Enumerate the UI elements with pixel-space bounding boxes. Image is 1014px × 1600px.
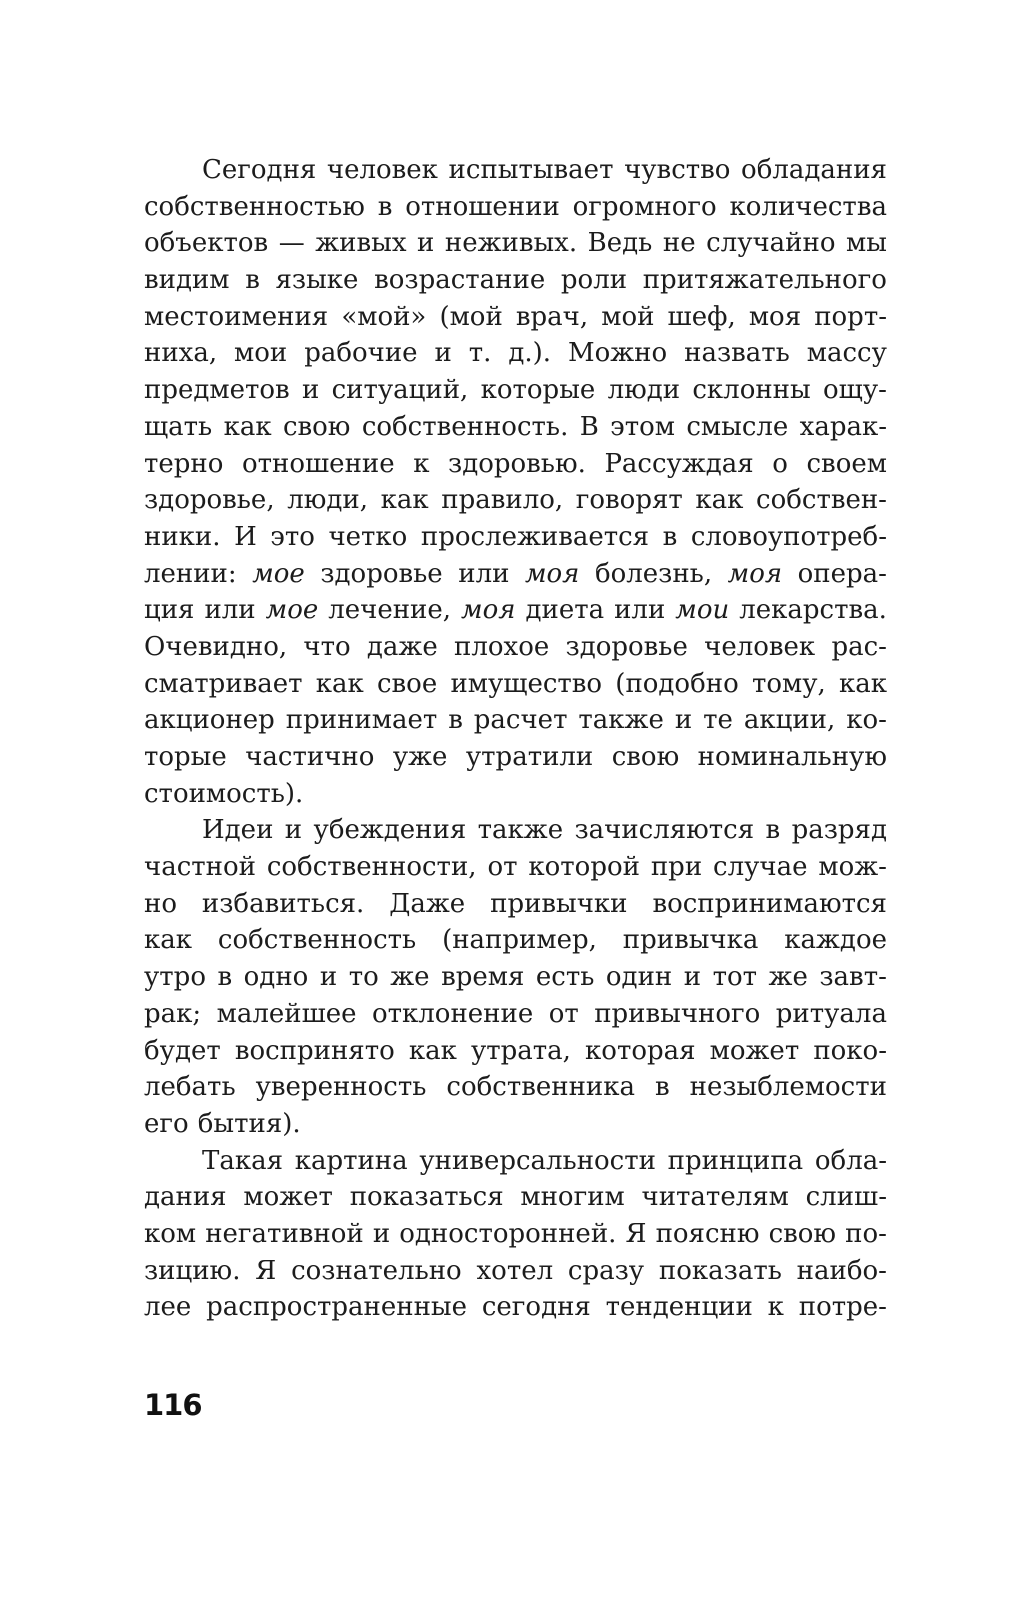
- text-line: лебать уверенность собственника в незыблемости: [144, 1072, 887, 1103]
- text-line: зицию. Я сознательно хотел сразу показать наибо-: [144, 1255, 887, 1286]
- text-line: сматривает как свое имущество (подобно тому, как: [144, 668, 887, 699]
- text-line: частной собственности, от которой при случае мож-: [144, 852, 887, 883]
- text-line: ники. И это четко прослеживается в словоупотреб-: [144, 521, 887, 552]
- text-line: ция или мое лечение, моя диета или мои лекарства.: [144, 595, 887, 626]
- page-number: 116: [144, 1388, 202, 1422]
- text-line: ниха, мои рабочие и т. д.). Можно назвать массу: [144, 338, 887, 369]
- text-line: Очевидно, что даже плохое здоровье человек рас-: [144, 631, 887, 662]
- text-line: рак; малейшее отклонение от привычного ритуала: [144, 998, 887, 1029]
- text-line: видим в языке возрастание роли притяжательного: [144, 265, 887, 296]
- text-line: предметов и ситуаций, которые люди склонны ощу-: [144, 375, 887, 406]
- text-line: ком негативной и односторонней. Я поясню свою по-: [144, 1218, 887, 1249]
- body-text: [144, 152, 887, 1326]
- text-line: здоровье, люди, как правило, говорят как собствен-: [144, 485, 887, 516]
- text-line: дания может показаться многим читателям слиш-: [144, 1182, 887, 1213]
- text-line: Такая картина универсальности принципа обла-: [202, 1145, 887, 1176]
- text-line: его бытия).: [144, 1108, 301, 1139]
- text-line: будет воспринято как утрата, которая может поко-: [144, 1035, 887, 1066]
- text-line: торые частично уже утратили свою номинальную: [144, 742, 887, 772]
- text-line: объектов — живых и неживых. Ведь не случайно мы: [144, 228, 887, 259]
- text-line: местоимения «мой» (мой врач, мой шеф, моя порт-: [144, 301, 887, 332]
- text-line: акционер принимает в расчет также и те акции, ко-: [144, 705, 887, 736]
- text-line: утро в одно и то же время есть один и тот же завт-: [144, 962, 887, 993]
- text-line: лении: мое здоровье или моя болезнь, моя опера-: [144, 558, 887, 589]
- text-line: Идеи и убеждения также зачисляются в разряд: [202, 815, 887, 846]
- text-line: Сегодня человек испытывает чувство обладания: [202, 155, 887, 185]
- text-line: терно отношение к здоровью. Рассуждая о своем: [144, 448, 887, 479]
- text-line: щать как свою собственность. В этом смысле харак-: [144, 411, 887, 442]
- text-line: как собственность (например, привычка каждое: [144, 925, 887, 956]
- text-line: собственностью в отношении огромного количества: [144, 191, 887, 222]
- text-line: но избавиться. Даже привычки воспринимаются: [144, 888, 887, 919]
- text-line: лее распространенные сегодня тенденции к потре-: [144, 1292, 887, 1323]
- text-line: стоимость).: [144, 778, 304, 809]
